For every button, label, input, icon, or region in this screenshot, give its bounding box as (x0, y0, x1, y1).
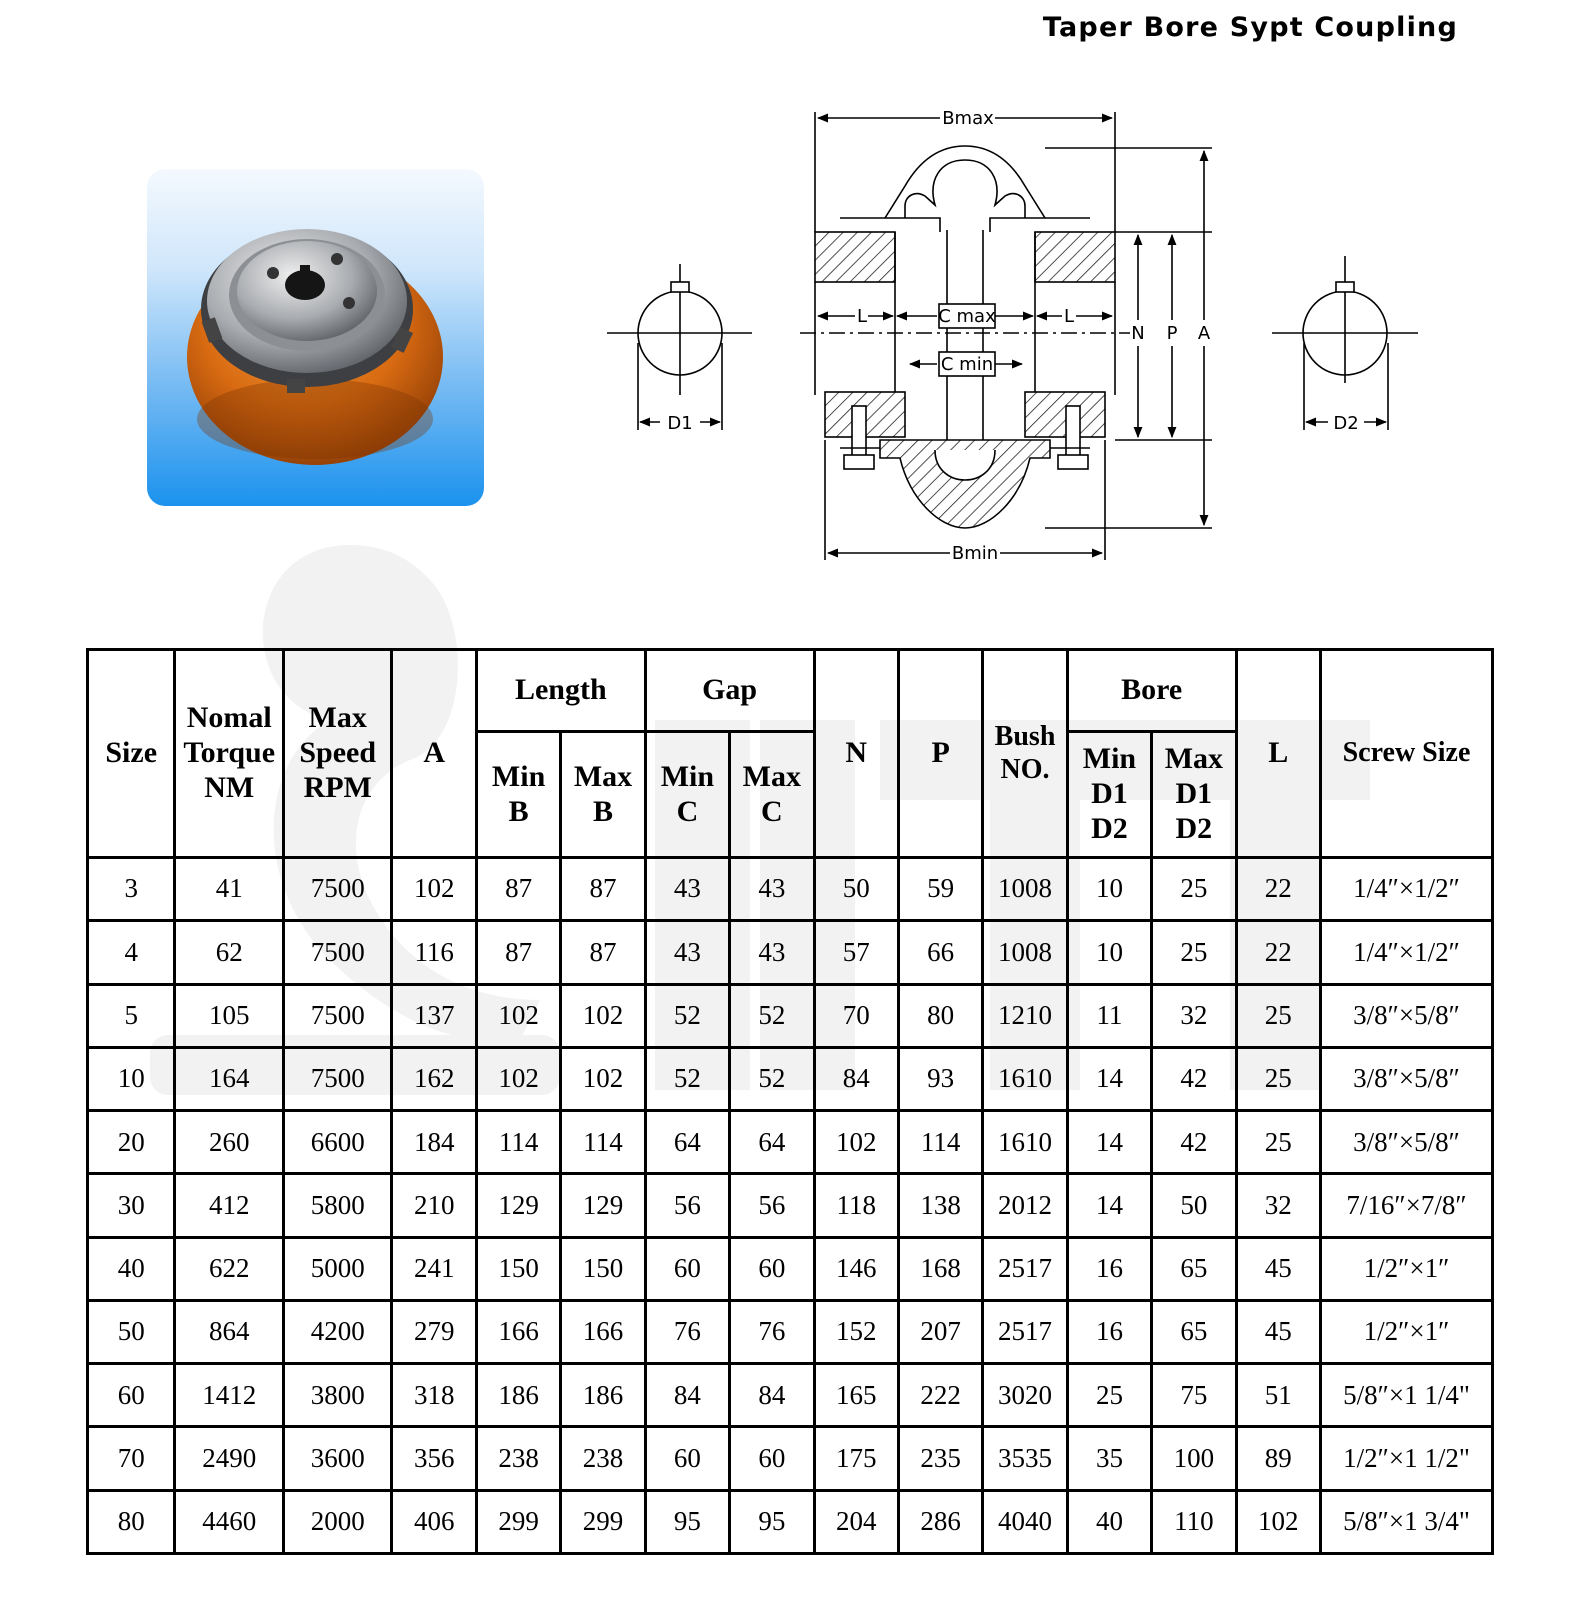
table-cell: 57 (814, 921, 898, 984)
table-cell: 299 (476, 1490, 560, 1553)
label-d2: D2 (1333, 413, 1359, 434)
table-cell: 60 (645, 1237, 729, 1300)
table-cell: 2517 (983, 1300, 1067, 1363)
header-bore: Bore (1067, 650, 1236, 732)
page-title: Taper Bore Sypt Coupling (1042, 12, 1458, 43)
table-cell: 152 (814, 1300, 898, 1363)
table-cell: 622 (175, 1237, 284, 1300)
table-cell: 95 (730, 1490, 814, 1553)
table-row (88, 1364, 1493, 1427)
table-cell: 59 (898, 858, 982, 921)
table-cell: 102 (392, 858, 476, 921)
header-gap-min: Min C (645, 732, 729, 858)
table-cell: 137 (392, 984, 476, 1047)
table-cell: 318 (392, 1364, 476, 1427)
table-cell: 1610 (983, 1111, 1067, 1174)
table-cell: 56 (645, 1174, 729, 1237)
table-cell: 105 (175, 984, 284, 1047)
table-cell: 25 (1236, 1111, 1320, 1174)
table-cell: 5 (88, 984, 175, 1047)
table-cell: 56 (730, 1174, 814, 1237)
table-cell: 162 (392, 1047, 476, 1110)
table-cell: 60 (645, 1427, 729, 1490)
table-cell: 42 (1152, 1047, 1236, 1110)
table-cell: 16 (1067, 1237, 1151, 1300)
table-cell: 129 (476, 1174, 560, 1237)
table-cell: 186 (561, 1364, 645, 1427)
table-cell: 52 (730, 984, 814, 1047)
table-body (88, 858, 1493, 1554)
table-cell: 2012 (983, 1174, 1067, 1237)
table-cell: 43 (645, 921, 729, 984)
table-cell: 41 (175, 858, 284, 921)
table-cell: 286 (898, 1490, 982, 1553)
header-gap-max: Max C (730, 732, 814, 858)
table-cell: 50 (1152, 1174, 1236, 1237)
label-cmin: C min (940, 354, 994, 375)
label-cmax: C max (938, 306, 996, 327)
table-cell: 45 (1236, 1237, 1320, 1300)
table-cell: 102 (476, 1047, 560, 1110)
table-cell: 100 (1152, 1427, 1236, 1490)
table-row (88, 1174, 1493, 1237)
table-cell: 1/2″×1″ (1320, 1300, 1492, 1363)
table-cell: 4 (88, 921, 175, 984)
table-cell: 43 (730, 858, 814, 921)
table-cell: 76 (645, 1300, 729, 1363)
table-cell: 93 (898, 1047, 982, 1110)
table-cell: 1/4″×1/2″ (1320, 921, 1492, 984)
table-cell: 102 (814, 1111, 898, 1174)
section-view (800, 146, 1130, 528)
table-cell: 1008 (983, 858, 1067, 921)
header-length-min: Min B (476, 732, 560, 858)
table-cell: 406 (392, 1490, 476, 1553)
table-cell: 2000 (283, 1490, 392, 1553)
table-cell: 45 (1236, 1300, 1320, 1363)
table-cell: 50 (814, 858, 898, 921)
header-bush: Bush NO. (983, 650, 1067, 858)
table-cell: 87 (476, 858, 560, 921)
table-cell: 52 (645, 984, 729, 1047)
table-cell: 50 (88, 1300, 175, 1363)
table-cell: 52 (645, 1047, 729, 1110)
table-cell: 186 (476, 1364, 560, 1427)
table-cell: 102 (476, 984, 560, 1047)
table-cell: 89 (1236, 1427, 1320, 1490)
header-n: N (814, 650, 898, 858)
table-cell: 1412 (175, 1364, 284, 1427)
table-cell: 204 (814, 1490, 898, 1553)
table-cell: 129 (561, 1174, 645, 1237)
table-cell: 864 (175, 1300, 284, 1363)
table-cell: 166 (476, 1300, 560, 1363)
table-cell: 25 (1152, 858, 1236, 921)
table-cell: 1610 (983, 1047, 1067, 1110)
table-row (88, 984, 1493, 1047)
table-cell: 84 (730, 1364, 814, 1427)
table-cell: 10 (1067, 921, 1151, 984)
table-cell: 10 (88, 1047, 175, 1110)
table-cell: 175 (814, 1427, 898, 1490)
bore-view-d2 (1272, 256, 1418, 430)
table-cell: 76 (730, 1300, 814, 1363)
table-cell: 102 (561, 984, 645, 1047)
table-cell: 5/8″×1 3/4" (1320, 1490, 1492, 1553)
table-cell: 5/8″×1 1/4" (1320, 1364, 1492, 1427)
table-cell: 146 (814, 1237, 898, 1300)
table-cell: 184 (392, 1111, 476, 1174)
table-cell: 60 (88, 1364, 175, 1427)
table-cell: 95 (645, 1490, 729, 1553)
table-cell: 260 (175, 1111, 284, 1174)
table-row (88, 1490, 1493, 1553)
table-cell: 164 (175, 1047, 284, 1110)
table-cell: 299 (561, 1490, 645, 1553)
table-cell: 11 (1067, 984, 1151, 1047)
table-cell: 64 (645, 1111, 729, 1174)
table-cell: 116 (392, 921, 476, 984)
label-p: P (1166, 323, 1178, 344)
table-cell: 1/2″×1″ (1320, 1237, 1492, 1300)
table-row (88, 1300, 1493, 1363)
table-row (88, 1111, 1493, 1174)
table-cell: 65 (1152, 1237, 1236, 1300)
table-cell: 84 (645, 1364, 729, 1427)
table-cell: 210 (392, 1174, 476, 1237)
table-cell: 1/2″×1 1/2" (1320, 1427, 1492, 1490)
table-cell: 65 (1152, 1300, 1236, 1363)
label-bmin: Bmin (951, 543, 999, 564)
table-cell: 241 (392, 1237, 476, 1300)
table-cell: 4200 (283, 1300, 392, 1363)
table-cell: 80 (898, 984, 982, 1047)
header-a: A (392, 650, 476, 858)
table-cell: 138 (898, 1174, 982, 1237)
table-cell: 40 (1067, 1490, 1151, 1553)
table-cell: 20 (88, 1111, 175, 1174)
table-cell: 6600 (283, 1111, 392, 1174)
table-cell: 4460 (175, 1490, 284, 1553)
label-a: A (1197, 323, 1211, 344)
header-screw: Screw Size (1320, 650, 1492, 858)
table-cell: 25 (1236, 984, 1320, 1047)
header-torque: Nomal Torque NM (175, 650, 284, 858)
table-cell: 150 (561, 1237, 645, 1300)
table-cell: 1210 (983, 984, 1067, 1047)
table-cell: 25 (1067, 1364, 1151, 1427)
table-cell: 3020 (983, 1364, 1067, 1427)
table-cell: 168 (898, 1237, 982, 1300)
table-cell: 32 (1236, 1174, 1320, 1237)
table-cell: 87 (561, 921, 645, 984)
table-cell: 238 (561, 1427, 645, 1490)
table-cell: 60 (730, 1427, 814, 1490)
table-cell: 150 (476, 1237, 560, 1300)
table-cell: 412 (175, 1174, 284, 1237)
table-cell: 84 (814, 1047, 898, 1110)
header-speed: Max Speed RPM (283, 650, 392, 858)
table-cell: 16 (1067, 1300, 1151, 1363)
table-cell: 7500 (283, 858, 392, 921)
coupling-diagram (0, 0, 1580, 600)
table-cell: 80 (88, 1490, 175, 1553)
table-cell: 114 (898, 1111, 982, 1174)
table-cell: 64 (730, 1111, 814, 1174)
table-cell: 14 (1067, 1047, 1151, 1110)
header-length-max: Max B (561, 732, 645, 858)
table-cell: 30 (88, 1174, 175, 1237)
table-cell: 60 (730, 1237, 814, 1300)
table-cell: 118 (814, 1174, 898, 1237)
table-cell: 87 (561, 858, 645, 921)
table-cell: 2490 (175, 1427, 284, 1490)
label-l-right: L (1063, 306, 1075, 327)
label-d1: D1 (667, 413, 693, 434)
table-cell: 7/16″×7/8″ (1320, 1174, 1492, 1237)
table-cell: 2517 (983, 1237, 1067, 1300)
table-cell: 52 (730, 1047, 814, 1110)
table-cell: 75 (1152, 1364, 1236, 1427)
table-cell: 43 (645, 858, 729, 921)
table-cell: 207 (898, 1300, 982, 1363)
table-cell: 5000 (283, 1237, 392, 1300)
header-bore-min: Min D1 D2 (1067, 732, 1151, 858)
table-cell: 114 (561, 1111, 645, 1174)
table-cell: 114 (476, 1111, 560, 1174)
table-row (88, 921, 1493, 984)
table-cell: 222 (898, 1364, 982, 1427)
table-cell: 1/4″×1/2″ (1320, 858, 1492, 921)
table-cell: 66 (898, 921, 982, 984)
table-cell: 42 (1152, 1111, 1236, 1174)
table-cell: 35 (1067, 1427, 1151, 1490)
label-bmax: Bmax (942, 108, 994, 129)
table-cell: 110 (1152, 1490, 1236, 1553)
label-l-left: L (856, 306, 868, 327)
table-cell: 43 (730, 921, 814, 984)
table-cell: 70 (814, 984, 898, 1047)
table-cell: 3/8″×5/8″ (1320, 1047, 1492, 1110)
header-length: Length (476, 650, 645, 732)
table-cell: 32 (1152, 984, 1236, 1047)
table-cell: 25 (1236, 1047, 1320, 1110)
table-cell: 5800 (283, 1174, 392, 1237)
header-bore-max: Max D1 D2 (1152, 732, 1236, 858)
table-cell: 25 (1152, 921, 1236, 984)
table-cell: 62 (175, 921, 284, 984)
spec-table (86, 648, 1494, 1555)
table-row (88, 1427, 1493, 1490)
table-cell: 3535 (983, 1427, 1067, 1490)
table-cell: 235 (898, 1427, 982, 1490)
label-n: N (1131, 323, 1145, 344)
table-cell: 356 (392, 1427, 476, 1490)
table-cell: 166 (561, 1300, 645, 1363)
table-row (88, 1047, 1493, 1110)
table-row (88, 858, 1493, 921)
header-p: P (898, 650, 982, 858)
table-cell: 14 (1067, 1174, 1151, 1237)
table-cell: 22 (1236, 921, 1320, 984)
table-cell: 14 (1067, 1111, 1151, 1174)
table-cell: 22 (1236, 858, 1320, 921)
header-gap: Gap (645, 650, 814, 732)
table-cell: 7500 (283, 984, 392, 1047)
table-cell: 3/8″×5/8″ (1320, 1111, 1492, 1174)
table-cell: 3 (88, 858, 175, 921)
table-row (88, 1237, 1493, 1300)
table-cell: 87 (476, 921, 560, 984)
table-cell: 102 (561, 1047, 645, 1110)
table-cell: 102 (1236, 1490, 1320, 1553)
table-cell: 279 (392, 1300, 476, 1363)
table-cell: 10 (1067, 858, 1151, 921)
table-cell: 1008 (983, 921, 1067, 984)
table-cell: 51 (1236, 1364, 1320, 1427)
table-cell: 3800 (283, 1364, 392, 1427)
header-l: L (1236, 650, 1320, 858)
bore-view-d1 (607, 264, 752, 430)
table-cell: 165 (814, 1364, 898, 1427)
table-cell: 3/8″×5/8″ (1320, 984, 1492, 1047)
table-cell: 70 (88, 1427, 175, 1490)
table-cell: 238 (476, 1427, 560, 1490)
table-cell: 7500 (283, 1047, 392, 1110)
table-cell: 4040 (983, 1490, 1067, 1553)
table-cell: 7500 (283, 921, 392, 984)
table-cell: 3600 (283, 1427, 392, 1490)
table-cell: 40 (88, 1237, 175, 1300)
header-size: Size (88, 650, 175, 858)
